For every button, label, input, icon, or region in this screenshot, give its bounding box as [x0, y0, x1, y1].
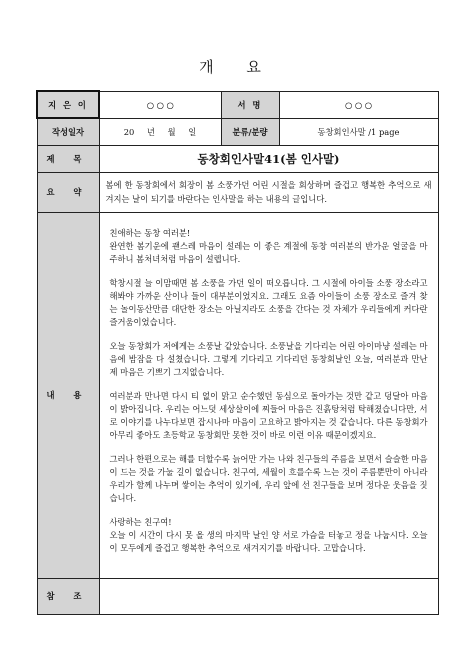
- date-value: 20 년 월 일: [99, 118, 221, 145]
- date-label: 작성일자: [37, 118, 99, 145]
- overview-form-table: [36, 90, 439, 615]
- author-label: 지 은 이: [37, 91, 99, 118]
- content-paragraph: 여러분과 만나면 다시 티 없이 맑고 순수했던 동심으로 돌아가는 것만 같고 덩달아 마음이 밝아집니다. 우리는 어느덧 세상살이에 찌들어 마음은 진흙탕처럼 탁해졌습니다만, 서로 이야기를 나누다보면 잡시나마 마음이 고요하고 밝아지는 것 같습니다. 다른 동창회가 아무리 좋아도 초등학교 동창회만 못한 것이 바로 이런 이유 때문이겠지요.: [109, 390, 428, 440]
- content-paragraph: 완연한 봄기운에 괜스레 마음이 설레는 이 좋은 계절에 동창 여러분의 반가운 얼굴을 마주하니 봄처녀처럼 마음이 설렙니다.: [109, 240, 428, 264]
- content-paragraph: 오늘 동창회가 저에게는 소풍날 같았습니다. 소풍날을 기다리는 어린 아이마냥 설레는 마음에 밤잠을 다 설쳤습니다. 그렇게 기다리고 기다리던 동창회날인 오늘, 여러분과 만난 제 마음은 기쁘기 그지없습니다.: [109, 340, 428, 377]
- page-title: 개 요: [199, 58, 275, 76]
- closing-line: 사랑하는 친구여!: [109, 516, 172, 527]
- category-value: 동창회인사말 /1 page: [279, 118, 438, 145]
- content-paragraph: 그러나 한편으로는 해를 더할수록 늙어만 가는 나와 친구들의 주름을 보면서 슬슬한 마음이 드는 것을 가눌 길이 없습니다. 친구여, 세월이 흐를수록 느는 것이 주름뿐만이 아니라 우리가 함께 나누며 쌓이는 추억이 있기에, 우리 앞에 선 친구들을 보며 정다운 웃음을 짓습니다.: [109, 453, 428, 503]
- title-label: 제 목: [37, 145, 99, 172]
- content-paragraph: 학창시절 늘 이맘때면 봄 소풍을 가던 일이 떠오릅니다. 그 시절에 아이들 소풍 장소라고 해봐야 가까운 산이나 들이 대부분이었지요. 그래도 요즘 아이들이 소풍 장소로 즐겨 찾는 놀이동산만큼 대단한 장소는 아닐지라도 소풍을 간다는 것 자체가 우리들에게 커다란 즐거움이었습니다.: [109, 277, 428, 327]
- content-body: [99, 212, 438, 578]
- summary-label: 요 약: [37, 172, 99, 212]
- content-label: 내 용: [37, 212, 99, 578]
- reference-label: 참 조: [37, 578, 99, 614]
- summary-text: 봄에 한 동창회에서 회장이 봄 소풍가던 어린 시절을 회상하며 즐겁고 행복한 추억으로 새겨지는 날이 되기를 바란다는 인사말을 하는 내용의 글입니다.: [99, 172, 438, 212]
- greeting-line: 친애하는 동창 여러분!: [109, 227, 191, 238]
- content-paragraph: 오늘 이 시간이 다시 못 올 생의 마지막 날인 양 서로 가슴을 터놓고 정을 나눕시다. 오늘이 모두에게 즐겁고 행복한 추억으로 새겨지기를 바랍니다. 고맙습니다.: [109, 529, 428, 553]
- document-title: 동창회인사말41(봄 인사말): [99, 145, 438, 172]
- author-value: ○ ○ ○: [99, 91, 221, 118]
- signature-label: 서 명: [221, 91, 279, 118]
- reference-value: [99, 578, 438, 614]
- signature-value: ○ ○ ○: [279, 91, 438, 118]
- category-label: 분류/분량: [221, 118, 279, 145]
